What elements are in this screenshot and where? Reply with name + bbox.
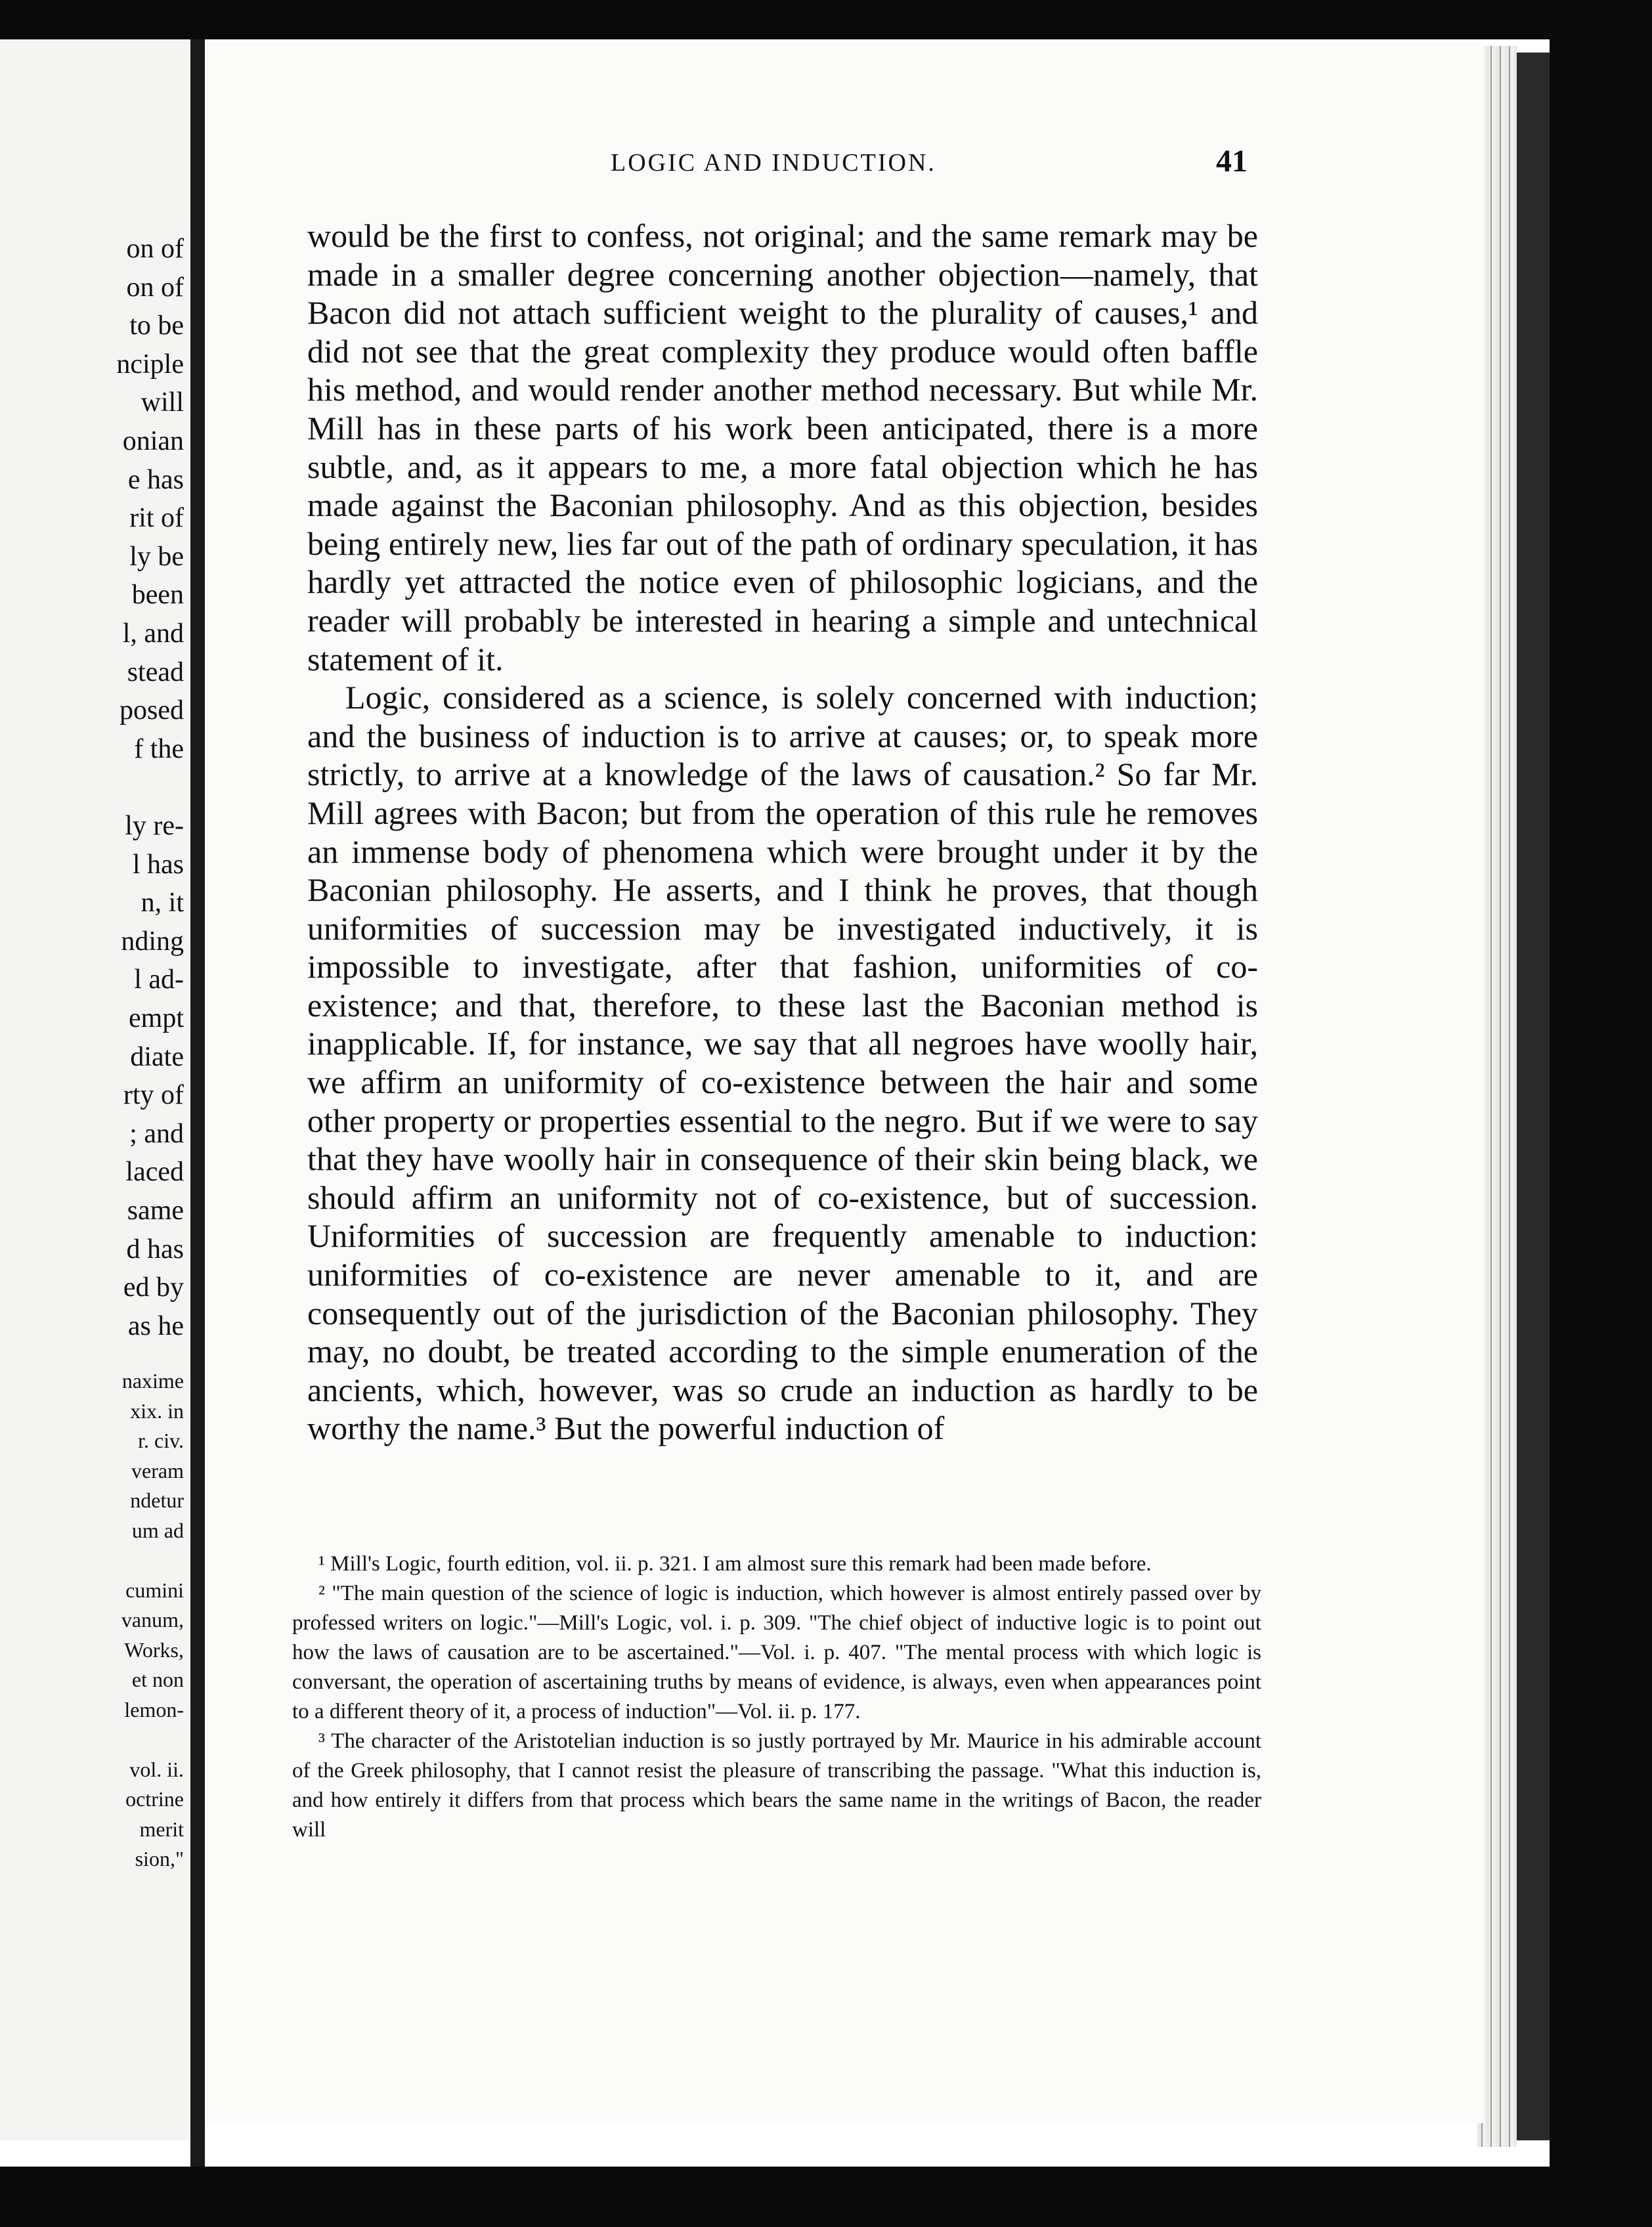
- footnote: ² "The main question of the science of logic is induction, which however is almost entirely passed over by professed writers on logic."—Mill's Logic, vol. i. p. 309. "The chief object of inductive logic is to point out how the laws of causation are to be ascertained."—Vol. i. p. 407. "The mental process with which logic is conversant, the operation of ascertaining truths by means of evidence, is always, even when appearances point to a different theory of it, a process of induction"—Vol. ii. p. 177.: [292, 1582, 1261, 1723]
- previous-page-note-line: cumini: [125, 1578, 184, 1602]
- previous-page-note-line: vanum,: [121, 1608, 184, 1632]
- previous-page-note-line: xix. in: [130, 1398, 184, 1423]
- previous-page-line: l ad-: [134, 964, 184, 995]
- previous-page-line: e has: [127, 464, 184, 495]
- previous-page-line: empt: [129, 1003, 184, 1033]
- previous-page-line: on of: [126, 272, 184, 303]
- previous-page-line: to be: [129, 311, 184, 341]
- previous-page-line: f the: [134, 733, 184, 764]
- book-gutter: [190, 39, 205, 2167]
- previous-page-line: same: [127, 1196, 184, 1226]
- previous-page-note-line: et non: [131, 1668, 184, 1691]
- previous-page-note-line: lemon-: [124, 1697, 184, 1721]
- previous-page-line: ed by: [123, 1272, 184, 1303]
- previous-page-line: been: [131, 580, 184, 611]
- previous-page-note-line: r. civ.: [138, 1429, 184, 1452]
- scan-border-top: [0, 0, 1652, 39]
- previous-page-line: laced: [125, 1157, 184, 1188]
- paragraph: would be the first to confess, not original; and the same remark may be made in a smaller degree concerning another objection—namely, that Bacon did not attach sufficient weight to the plurality of causes,¹ and did not see that the great complexity they produce would often baffle his method, and would render another method necessary. But while Mr. Mill has in these parts of his work been anticipated, there is a more subtle, and, as it appears to me, a more fatal objection which he has made against the Baconian philosophy. And as this objection, besides being entirely new, lies far out of the path of ordinary speculation, it has hardly yet attracted the notice even of philosophic logicians, and the reader will probably be interested in hearing a simple and untechnical statement of it.: [307, 217, 1258, 678]
- previous-page-note-line: naxime: [121, 1369, 184, 1393]
- previous-page-line: l has: [132, 849, 184, 880]
- previous-page-note-line: um ad: [131, 1518, 184, 1542]
- previous-page-line: diate: [130, 1041, 184, 1072]
- previous-page-line: rty of: [123, 1080, 184, 1111]
- previous-page-note-line: veram: [131, 1458, 184, 1482]
- previous-page-line: d has: [126, 1234, 184, 1265]
- previous-page-line: nding: [121, 926, 184, 957]
- running-title: LOGIC AND INDUCTION.: [611, 149, 936, 177]
- previous-page-note-line: vol. ii.: [129, 1757, 184, 1781]
- body-text: [307, 217, 1258, 1448]
- previous-page-line: on of: [126, 234, 184, 264]
- scan-border-right: [1550, 0, 1652, 2227]
- page-number: 41: [1216, 144, 1248, 179]
- previous-page-line: n, it: [141, 888, 184, 919]
- previous-page-note-line: sion,": [135, 1847, 184, 1870]
- scan-border-bottom: [0, 2167, 1652, 2227]
- previous-page-line: rit of: [129, 503, 184, 534]
- previous-page-line: posed: [120, 695, 184, 726]
- previous-page-note-line: octrine: [125, 1787, 184, 1811]
- previous-page-note-line: ndetur: [130, 1488, 184, 1512]
- previous-page-line: ly be: [129, 541, 184, 572]
- footnote: ³ The character of the Aristotelian induction is so justly portrayed by Mr. Maurice in his admirable account of the Greek philosophy, that I cannot resist the pleasure of transcribing the passage. "What this induction is, and how entirely it differs from that process which bears the same name in the writings of Bacon, the reader will: [292, 1729, 1261, 1842]
- previous-page-line: as he: [127, 1310, 184, 1341]
- previous-page-line: ; and: [129, 1118, 184, 1149]
- footnotes: [292, 1549, 1261, 1845]
- previous-page-note-line: Works,: [124, 1637, 184, 1662]
- previous-page-line: onian: [122, 426, 184, 456]
- footnote: ¹ Mill's Logic, fourth edition, vol. ii. p. 321. I am almost sure this remark had been made before.: [318, 1552, 1152, 1576]
- previous-page-line: ly re-: [125, 811, 184, 841]
- previous-page-line: stead: [127, 657, 184, 687]
- previous-page-line: will: [141, 387, 184, 418]
- previous-page-note-line: merit: [139, 1817, 184, 1841]
- previous-page-line: nciple: [116, 349, 184, 379]
- book-cover-edge: [1517, 53, 1550, 2140]
- previous-page-line: l, and: [122, 618, 184, 649]
- previous-page-fragment: [0, 39, 190, 2140]
- paragraph: Logic, considered as a science, is solely concerned with induction; and the business of induction is to arrive at causes; or, to speak more strictly, to arrive at a knowledge of the laws of causation.² So far Mr. Mill agrees with Bacon; but from the operation of this rule he removes an immense body of phenomena which were brought under it by the Baconian philosophy. He asserts, and I think he proves, that though uniformities of succession may be investigated inductively, it is impossible to investigate, after that fashion, uniformities of co-existence; and that, therefore, to these last the Baconian method is inapplicable. If, for instance, we say that all negroes have woolly hair, we affirm an uniformity of co-existence between the hair and some other property or properties essential to the negro. But if we were to say that they have woolly hair in consequence of their skin being black, we should affirm an uniformity not of co-existence, but of succession. Uniformities of succession are frequently amenable to induction: uniformities of co-existence are never amenable to it, and are consequently out of the jurisdiction of the Baconian philosophy. They may, no doubt, be treated according to the simple enumeration of the ancients, which, however, was so crude an induction as hardly to be worthy the name.³ But the powerful induction of: [307, 679, 1258, 1447]
